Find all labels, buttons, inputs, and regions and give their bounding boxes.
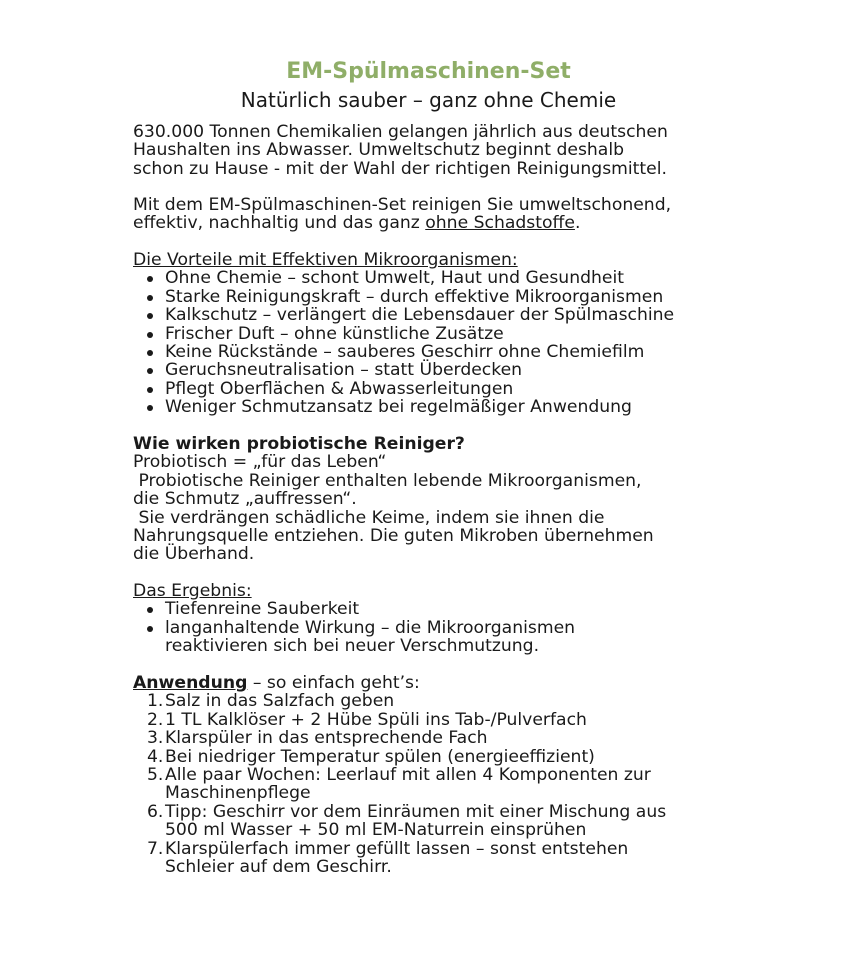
step-number: 1.	[147, 691, 164, 712]
result-line: langanhaltende Wirkung – die Mikroorganismen	[165, 617, 576, 638]
list-item: Weniger Schmutzansatz bei regelmäßiger Anwendung	[133, 398, 833, 416]
step-number: 5.	[147, 765, 164, 786]
step-line: Schleier auf dem Geschirr.	[165, 857, 392, 878]
list-item	[133, 619, 833, 656]
step-item	[133, 729, 833, 747]
step-item	[133, 840, 833, 877]
usage-heading-bold: Anwendung	[133, 673, 248, 693]
step-item	[133, 766, 833, 803]
list-item	[133, 600, 833, 618]
set-paragraph	[133, 196, 833, 233]
advantages-list	[133, 269, 833, 416]
step-line: Klarspüler in das entsprechende Fach	[165, 728, 488, 749]
step-number: 6.	[147, 801, 164, 822]
step-line: Salz in das Salzfach geben	[165, 691, 395, 712]
intro-paragraph	[133, 123, 833, 178]
list-item: Starke Reinigungskraft – durch effektive Mikroorganismen	[133, 288, 833, 306]
intro-line: 630.000 Tonnen Chemikalien gelangen jährlich aus deutschen	[133, 122, 668, 142]
probiotic-line: Probiotische Reiniger enthalten lebende Mikroorganismen,	[133, 470, 642, 491]
probiotic-line: die Schmutz „auffressen“.	[133, 489, 357, 510]
step-line: 500 ml Wasser + 50 ml EM-Naturrein einsprühen	[165, 820, 587, 841]
step-number: 7.	[147, 838, 164, 859]
list-item: Pflegt Oberflächen & Abwasserleitungen	[133, 380, 833, 398]
list-item: Ohne Chemie – schont Umwelt, Haut und Gesundheit	[133, 269, 833, 287]
set-line-period: .	[574, 213, 581, 234]
list-item: Geruchsneutralisation – statt Überdecken	[133, 361, 833, 379]
probiotic-line: Sie verdrängen schädliche Keime, indem sie ihnen die	[133, 507, 605, 528]
list-item: Frischer Duft – ohne künstliche Zusätze	[133, 325, 833, 343]
step-number: 2.	[147, 709, 164, 730]
set-line	[133, 214, 833, 232]
step-line: Tipp: Geschirr vor dem Einräumen mit einer Mischung aus	[165, 801, 667, 822]
set-line-text: effektiv, nachhaltig und das ganz	[133, 213, 426, 234]
list-item: Kalkschutz – verlängert die Lebensdauer der Spülmaschine	[133, 306, 833, 324]
step-line: 1 TL Kalklöser + 2 Hübe Spüli ins Tab-/Pulverfach	[165, 709, 587, 730]
result-heading: Das Ergebnis:	[133, 581, 252, 601]
intro-line: Haushalten ins Abwasser. Umweltschutz beginnt deshalb	[133, 140, 625, 161]
step-number: 4.	[147, 746, 164, 767]
advantages-section	[133, 251, 833, 417]
set-line: Mit dem EM-Spülmaschinen-Set reinigen Sie umweltschonend,	[133, 195, 672, 215]
advantages-heading: Die Vorteile mit Effektiven Mikroorganismen:	[133, 250, 518, 270]
step-line: Bei niedriger Temperatur spülen (energieeffizient)	[165, 746, 595, 767]
usage-section	[133, 674, 833, 876]
list-item: Keine Rückstände – sauberes Geschirr ohne Chemiefilm	[133, 343, 833, 361]
step-line: Klarspülerfach immer gefüllt lassen – sonst entstehen	[165, 838, 629, 859]
step-item	[133, 748, 833, 766]
usage-steps	[133, 692, 833, 876]
page-subtitle: Natürlich sauber – ganz ohne Chemie	[240, 88, 617, 112]
probiotic-line: Probiotisch = „für das Leben“	[133, 452, 387, 473]
result-list	[133, 600, 833, 655]
usage-heading-rest: – so einfach geht’s:	[247, 673, 420, 693]
step-line: Maschinenpflege	[165, 783, 311, 804]
step-item	[133, 711, 833, 729]
page-title: EM-Spülmaschinen-Set	[286, 59, 571, 84]
step-item	[133, 803, 833, 840]
step-item	[133, 692, 833, 710]
usage-heading	[133, 674, 833, 692]
step-line: Alle paar Wochen: Leerlauf mit allen 4 Komponenten zur	[165, 765, 651, 786]
probiotic-line: die Überhand.	[133, 544, 255, 565]
result-line: reaktivieren sich bei neuer Verschmutzung.	[165, 636, 540, 657]
intro-line: schon zu Hause - mit der Wahl der richtigen Reinigungsmittel.	[133, 158, 667, 179]
probiotic-heading: Wie wirken probiotische Reiniger?	[133, 434, 465, 454]
probiotic-section	[133, 435, 833, 564]
result-section	[133, 582, 833, 656]
no-pollutants-emphasis: ohne Schadstoffe	[425, 213, 575, 234]
probiotic-line: Nahrungsquelle entziehen. Die guten Mikroben übernehmen	[133, 526, 654, 547]
step-number: 3.	[147, 728, 164, 749]
result-line: Tiefenreine Sauberkeit	[165, 599, 360, 620]
